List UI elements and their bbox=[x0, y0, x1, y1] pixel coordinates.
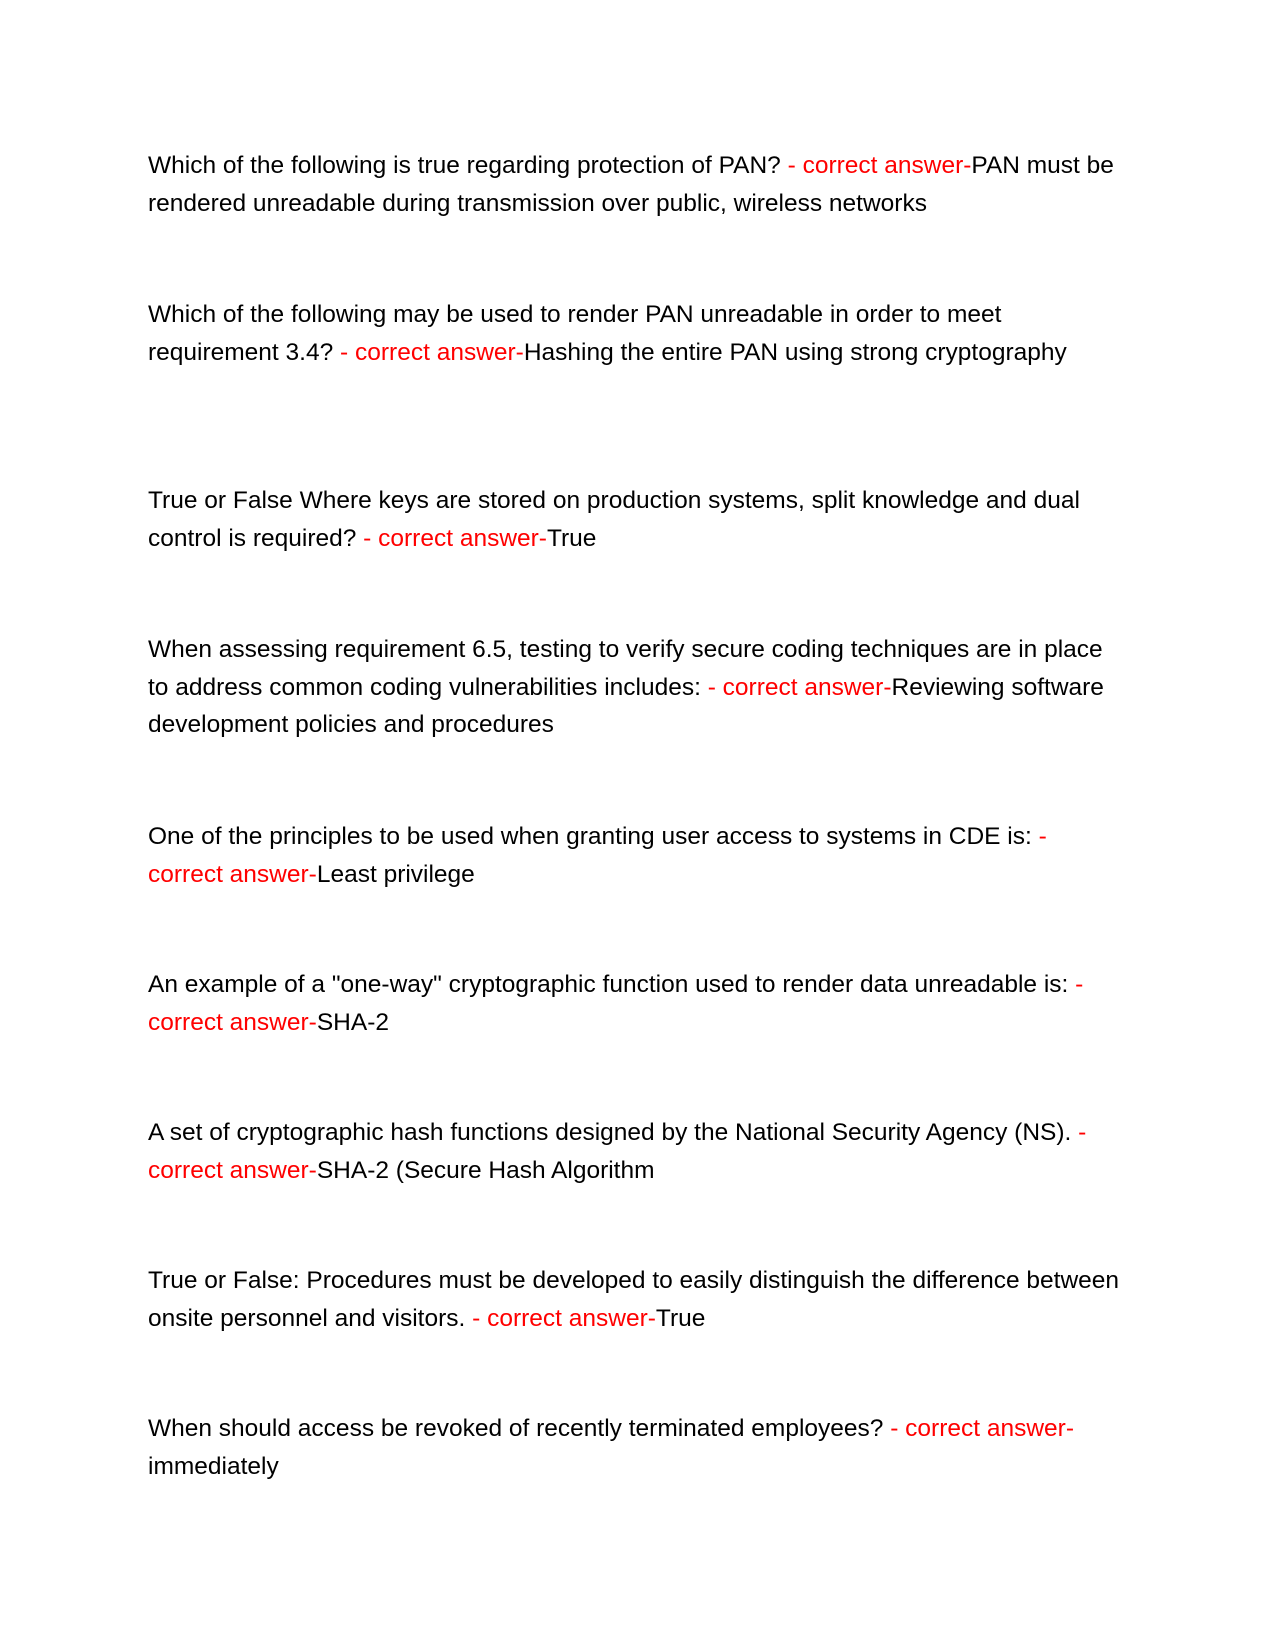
correct-answer-marker: - correct answer- bbox=[148, 1119, 1087, 1184]
qa-item bbox=[148, 296, 1128, 371]
answer-text: immediately bbox=[148, 1452, 279, 1480]
qa-item bbox=[148, 147, 1128, 222]
correct-answer-marker: - correct answer- bbox=[465, 1304, 656, 1332]
qa-item bbox=[148, 818, 1128, 893]
correct-answer-marker: - correct answer- bbox=[333, 338, 524, 366]
question-text: Which of the following may be used to render PAN unreadable in order to meet requirement 3.4? bbox=[148, 301, 1002, 366]
correct-answer-marker: - correct answer- bbox=[700, 673, 892, 701]
qa-item bbox=[148, 966, 1128, 1041]
question-text: When assessing requirement 6.5, testing to verify secure coding techniques are in place to address common coding vulnerabilities includes: bbox=[148, 636, 1103, 701]
question-text: True or False Where keys are stored on production systems, split knowledge and dual control is required? bbox=[148, 487, 1080, 552]
correct-answer-marker: - correct answer- bbox=[356, 524, 547, 552]
correct-answer-marker: - correct answer- bbox=[148, 971, 1084, 1036]
answer-text: True bbox=[546, 524, 597, 552]
question-text: An example of a "one-way" cryptographic function used to render data unreadable is: bbox=[148, 971, 1069, 998]
answer-text: PAN must be rendered unreadable during transmission over public, wireless networks bbox=[148, 152, 1114, 217]
answer-text: SHA-2 bbox=[316, 1008, 389, 1036]
answer-text: Reviewing software development policies and procedures bbox=[148, 673, 1104, 738]
qa-item bbox=[148, 631, 1128, 744]
question-text: When should access be revoked of recently terminated employees? bbox=[148, 1415, 884, 1442]
answer-text: Hashing the entire PAN using strong cryptography bbox=[523, 338, 1067, 366]
question-text: True or False: Procedures must be developed to easily distinguish the difference between onsite personnel and visitors. bbox=[148, 1267, 1120, 1332]
answer-text: Least privilege bbox=[316, 860, 475, 888]
correct-answer-marker: - correct answer- bbox=[883, 1415, 1074, 1442]
qa-item bbox=[148, 482, 1128, 557]
qa-item bbox=[148, 1114, 1128, 1189]
correct-answer-marker: - correct answer- bbox=[780, 152, 972, 179]
question-text: A set of cryptographic hash functions designed by the National Security Agency (NS). bbox=[148, 1119, 1072, 1146]
question-text: Which of the following is true regarding protection of PAN? bbox=[148, 152, 781, 179]
correct-answer-marker: - correct answer- bbox=[148, 823, 1047, 888]
qa-item bbox=[148, 1262, 1128, 1337]
answer-text: SHA-2 (Secure Hash Algorithm bbox=[316, 1156, 655, 1184]
answer-text: True bbox=[655, 1304, 706, 1332]
qa-item bbox=[148, 1410, 1128, 1485]
question-text: One of the principles to be used when granting user access to systems in CDE is: bbox=[148, 823, 1032, 850]
